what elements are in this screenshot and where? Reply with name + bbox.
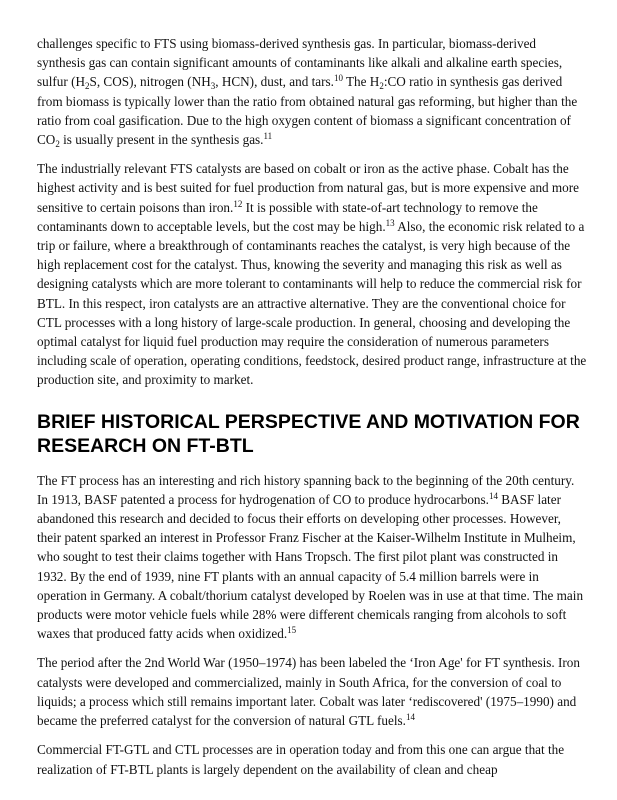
paragraph-commercial-processes: Commercial FT-GTL and CTL processes are in operation today and from this one can argue that the realization of FT-BTL plants is largely dependent on the availability of clean and cheap [37, 742, 565, 777]
citation-ref: 15 [287, 625, 297, 636]
paragraph-biomass-contaminants: challenges specific to FTS using biomass-derived synthesis gas. In particular, biomass-derived synthesis gas can contain significant amounts of contaminants like alkali and alkaline earth species, sulfur ($H_2S$, COS), nitrogen ($NH_3$, HCN), dust, and tars.$^{10}$ The $H_2:CO$ ratio in synthesis gas derived from biomass is typically lower than the ratio from obtained natural gas reforming, but higher than the ratio from coal gasification. Due to the high oxygen content of biomass a significant concentration of $CO_2$ is usually present in the synthesis gas.$^{11}$ [37, 36, 578, 150]
citation-ref: 14 [488, 490, 498, 501]
citation-ref: 12 [233, 198, 243, 209]
paragraph-fts-catalysts: The industrially relevant FTS catalysts are based on cobalt or iron as the active phase. Cobalt has the highest activity and is best suited for fuel production from natural gas, but is more expensive and more sensitive to certain poisons than iron.$^{12}$ It is possible with state-of-art technology to remove the contaminants down to acceptable levels, but the cost may be high.$^{13}$ Also, the economic risk related to a trip or failure, where a breakthrough of contaminants reaches the catalyst, is very high because of the high replacement cost for the catalyst. Thus, knowing the severity and managing this risk as well as designing catalysts which are more tolerant to contaminants will help to reduce the commercial risk for BTL. In this respect, iron catalysts are an attractive alternative. They are the conventional choice for CTL processes with a long history of large-scale production. In general, choosing and developing the optimal catalyst for liquid fuel production may require the consideration of numerous parameters including scale of operation, operating conditions, feedstock, desired product range, infrastructure at the production site, and proximity to market. [37, 161, 587, 388]
citation-ref: 14 [405, 712, 415, 723]
citation-ref: 10 [333, 73, 343, 84]
citation-ref: 13 [385, 217, 395, 228]
paragraph-ft-history: The FT process has an interesting and rich history spanning back to the beginning of the 20th century. In 1913, BASF patented a process for hydrogenation of CO to produce hydrocarbons.$^{14}$ BASF later abandoned this research and decided to focus their efforts on developing other processes. However, their patent sparked an interest in Professor Franz Fischer at the Kaiser-Wilhelm Institute in Mulheim, who sought to test their claims together with Hans Tropsch. The first pilot plant was constructed in 1932. By the end of 1939, nine FT plants with an annual capacity of 5.4 million barrels were in operation in Germany. A cobalt/thorium catalyst developed by Roelen was in use at that time. The main products were motor vehicle fuels while 28% were different chemicals ranging from alcohols to soft waxes that produced fatty acids when oxidized.$^{15}$ [37, 472, 584, 642]
citation-ref: 11 [263, 131, 273, 142]
section-heading: BRIEF HISTORICAL PERSPECTIVE AND MOTIVATION FOR RESEARCH ON FT-BTL [37, 410, 580, 457]
paragraph-iron-age: The period after the 2nd World War (1950–1974) has been labeled the ‘Iron Age' for FT synthesis. Iron catalysts were developed and commercialized, mainly in South Africa, for the conversion of coal to liquids; a process which still remains important later. Cobalt was later ‘rediscovered' (1975–1990) and became the preferred catalyst for the conversion of natural GTL fuels.$^{14}$ [37, 655, 580, 729]
document-page [37, 34, 587, 789]
